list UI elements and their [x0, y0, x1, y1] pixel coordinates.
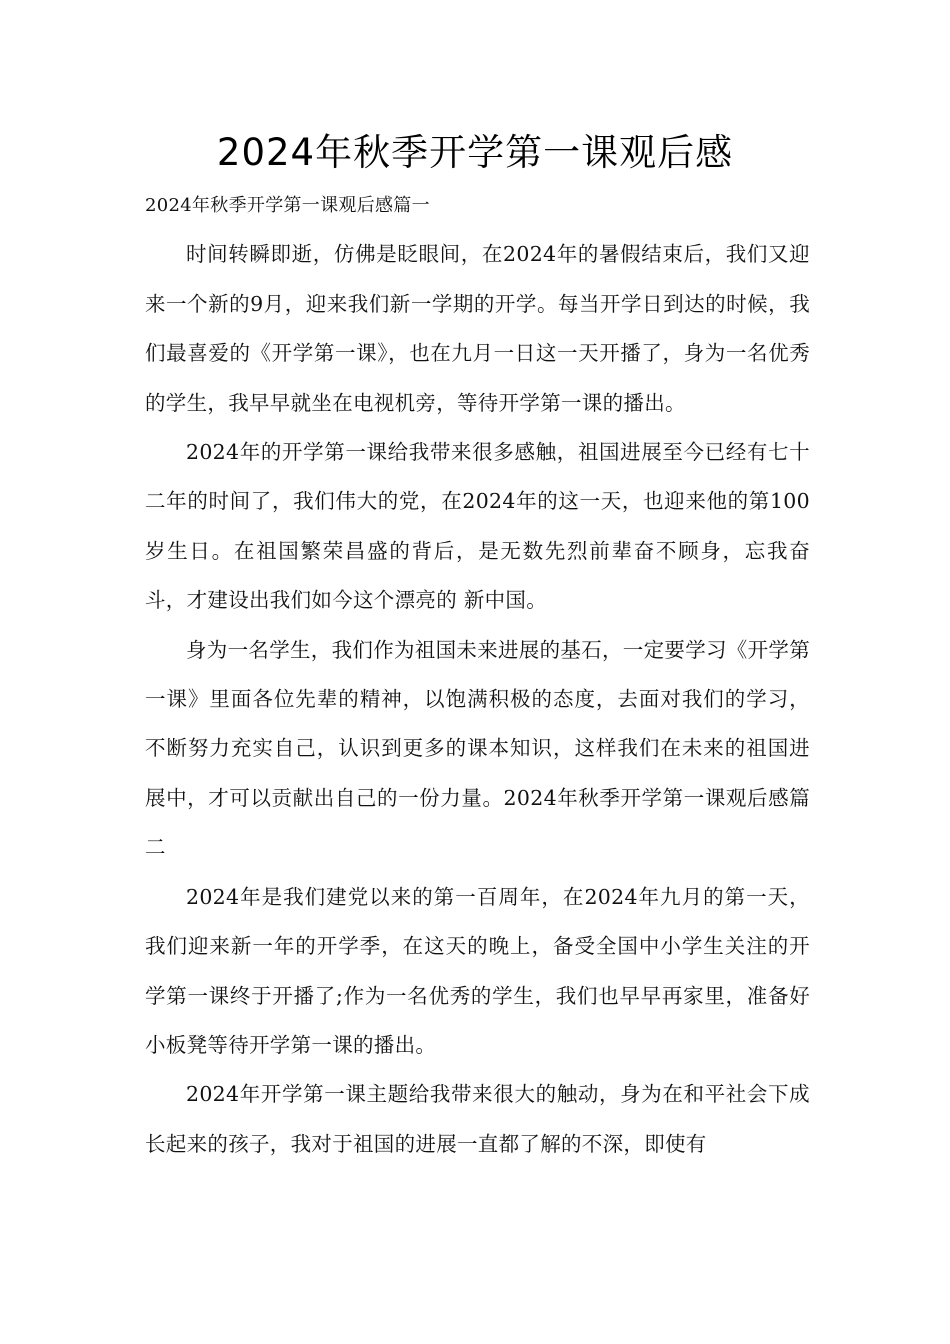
paragraph: 2024年的开学第一课给我带来很多感触，祖国进展至今已经有七十二年的时间了，我们伟大的党，在2024年的这一天，也迎来他的第100岁生日。在祖国繁荣昌盛的背后，是无数先烈前辈奋不顾身，忘我奋斗，才建设出我们如今这个漂亮的 新中国。 — [145, 440, 810, 613]
section-heading: 2024年秋季开学第一课观后感篇一 — [145, 195, 430, 216]
paragraph: 2024年是我们建党以来的第一百周年，在2024年九月的第一天，我们迎来新一年的开学季，在这天的晚上，备受全国中小学生关注的开学第一课终于开播了;作为一名优秀的学生，我们也早早再家里，准备好小板凳等待开学第一课的播出。 — [145, 884, 810, 1057]
paragraph: 2024年开学第一课主题给我带来很大的触动，身为在和平社会下成长起来的孩子，我对于祖国的进展一直都了解的不深，即使有 — [145, 1082, 810, 1156]
paragraph: 时间转瞬即逝，仿佛是眨眼间，在2024年的暑假结束后，我们又迎来一个新的9月，迎来我们新一学期的开学。每当开学日到达的时候，我们最喜爱的《开学第一课》，也在九月一日这一天开播了，身为一名优秀的学生，我早早就坐在电视机旁，等待开学第一课的播出。 — [145, 242, 810, 415]
document-title: 2024年秋季开学第一课观后感 — [216, 131, 734, 174]
paragraph: 身为一名学生，我们作为祖国未来进展的基石，一定要学习《开学第一课》里面各位先辈的精神，以饱满积极的态度，去面对我们的学习，不断努力充实自己，认识到更多的课本知识，这样我们在未来的祖国进展中，才可以贡献出自己的一份力量。2024年秋季开学第一课观后感篇二 — [145, 637, 810, 860]
document-body — [145, 181, 810, 1169]
